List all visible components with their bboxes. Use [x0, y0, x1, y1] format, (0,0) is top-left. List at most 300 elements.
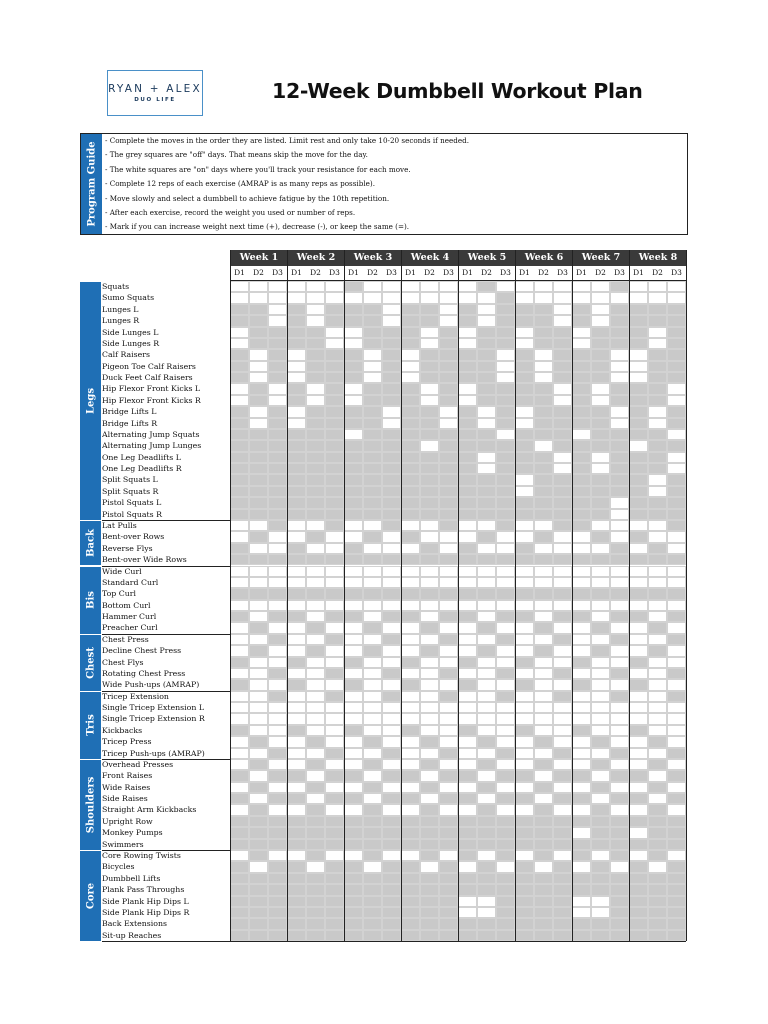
on-day-cell[interactable] [667, 531, 686, 542]
on-day-cell[interactable] [458, 634, 477, 645]
on-day-cell[interactable] [363, 702, 382, 713]
on-day-cell[interactable] [572, 668, 591, 679]
on-day-cell[interactable] [515, 531, 534, 542]
on-day-cell[interactable] [306, 304, 325, 315]
on-day-cell[interactable] [591, 611, 610, 622]
on-day-cell[interactable] [325, 713, 344, 724]
on-day-cell[interactable] [458, 861, 477, 872]
on-day-cell[interactable] [553, 304, 572, 315]
on-day-cell[interactable] [230, 577, 249, 588]
on-day-cell[interactable] [553, 645, 572, 656]
on-day-cell[interactable] [268, 850, 287, 861]
on-day-cell[interactable] [477, 418, 496, 429]
on-day-cell[interactable] [534, 543, 553, 554]
on-day-cell[interactable] [534, 372, 553, 383]
on-day-cell[interactable] [496, 531, 515, 542]
on-day-cell[interactable] [306, 600, 325, 611]
on-day-cell[interactable] [515, 634, 534, 645]
on-day-cell[interactable] [420, 725, 439, 736]
on-day-cell[interactable] [629, 782, 648, 793]
on-day-cell[interactable] [648, 327, 667, 338]
on-day-cell[interactable] [287, 850, 306, 861]
on-day-cell[interactable] [382, 702, 401, 713]
on-day-cell[interactable] [458, 395, 477, 406]
on-day-cell[interactable] [496, 782, 515, 793]
on-day-cell[interactable] [477, 850, 496, 861]
on-day-cell[interactable] [629, 850, 648, 861]
on-day-cell[interactable] [420, 281, 439, 292]
on-day-cell[interactable] [515, 702, 534, 713]
on-day-cell[interactable] [249, 793, 268, 804]
on-day-cell[interactable] [344, 850, 363, 861]
on-day-cell[interactable] [534, 634, 553, 645]
on-day-cell[interactable] [515, 577, 534, 588]
on-day-cell[interactable] [458, 531, 477, 542]
on-day-cell[interactable] [591, 577, 610, 588]
on-day-cell[interactable] [287, 804, 306, 815]
on-day-cell[interactable] [230, 327, 249, 338]
on-day-cell[interactable] [553, 782, 572, 793]
on-day-cell[interactable] [477, 907, 496, 918]
on-day-cell[interactable] [401, 600, 420, 611]
on-day-cell[interactable] [382, 600, 401, 611]
on-day-cell[interactable] [401, 281, 420, 292]
on-day-cell[interactable] [268, 713, 287, 724]
on-day-cell[interactable] [401, 691, 420, 702]
on-day-cell[interactable] [553, 600, 572, 611]
on-day-cell[interactable] [230, 622, 249, 633]
on-day-cell[interactable] [496, 566, 515, 577]
on-day-cell[interactable] [496, 429, 515, 440]
on-day-cell[interactable] [648, 634, 667, 645]
on-day-cell[interactable] [439, 577, 458, 588]
on-day-cell[interactable] [591, 304, 610, 315]
on-day-cell[interactable] [249, 281, 268, 292]
on-day-cell[interactable] [458, 896, 477, 907]
on-day-cell[interactable] [325, 702, 344, 713]
on-day-cell[interactable] [249, 668, 268, 679]
on-day-cell[interactable] [572, 804, 591, 815]
on-day-cell[interactable] [648, 600, 667, 611]
on-day-cell[interactable] [420, 668, 439, 679]
on-day-cell[interactable] [382, 713, 401, 724]
on-day-cell[interactable] [306, 679, 325, 690]
on-day-cell[interactable] [534, 440, 553, 451]
on-day-cell[interactable] [534, 691, 553, 702]
on-day-cell[interactable] [553, 622, 572, 633]
on-day-cell[interactable] [363, 611, 382, 622]
on-day-cell[interactable] [477, 634, 496, 645]
on-day-cell[interactable] [610, 861, 629, 872]
on-day-cell[interactable] [382, 645, 401, 656]
on-day-cell[interactable] [458, 736, 477, 747]
on-day-cell[interactable] [439, 713, 458, 724]
on-day-cell[interactable] [344, 577, 363, 588]
on-day-cell[interactable] [249, 361, 268, 372]
on-day-cell[interactable] [667, 702, 686, 713]
on-day-cell[interactable] [249, 520, 268, 531]
on-day-cell[interactable] [553, 850, 572, 861]
on-day-cell[interactable] [648, 702, 667, 713]
on-day-cell[interactable] [477, 770, 496, 781]
on-day-cell[interactable] [306, 702, 325, 713]
on-day-cell[interactable] [325, 327, 344, 338]
on-day-cell[interactable] [363, 770, 382, 781]
on-day-cell[interactable] [610, 759, 629, 770]
on-day-cell[interactable] [420, 702, 439, 713]
on-day-cell[interactable] [572, 327, 591, 338]
on-day-cell[interactable] [515, 759, 534, 770]
on-day-cell[interactable] [477, 713, 496, 724]
on-day-cell[interactable] [401, 702, 420, 713]
on-day-cell[interactable] [382, 315, 401, 326]
on-day-cell[interactable] [420, 395, 439, 406]
on-day-cell[interactable] [249, 691, 268, 702]
on-day-cell[interactable] [477, 793, 496, 804]
on-day-cell[interactable] [648, 793, 667, 804]
on-day-cell[interactable] [572, 292, 591, 303]
on-day-cell[interactable] [515, 691, 534, 702]
on-day-cell[interactable] [458, 713, 477, 724]
on-day-cell[interactable] [439, 702, 458, 713]
on-day-cell[interactable] [553, 452, 572, 463]
on-day-cell[interactable] [572, 713, 591, 724]
on-day-cell[interactable] [287, 372, 306, 383]
on-day-cell[interactable] [667, 759, 686, 770]
on-day-cell[interactable] [363, 361, 382, 372]
on-day-cell[interactable] [268, 304, 287, 315]
on-day-cell[interactable] [534, 725, 553, 736]
on-day-cell[interactable] [610, 406, 629, 417]
on-day-cell[interactable] [534, 611, 553, 622]
on-day-cell[interactable] [363, 281, 382, 292]
on-day-cell[interactable] [439, 804, 458, 815]
on-day-cell[interactable] [230, 804, 249, 815]
on-day-cell[interactable] [591, 896, 610, 907]
on-day-cell[interactable] [382, 622, 401, 633]
on-day-cell[interactable] [496, 577, 515, 588]
on-day-cell[interactable] [553, 577, 572, 588]
on-day-cell[interactable] [344, 782, 363, 793]
on-day-cell[interactable] [230, 645, 249, 656]
on-day-cell[interactable] [458, 645, 477, 656]
on-day-cell[interactable] [401, 520, 420, 531]
on-day-cell[interactable] [382, 577, 401, 588]
on-day-cell[interactable] [477, 304, 496, 315]
on-day-cell[interactable] [515, 281, 534, 292]
on-day-cell[interactable] [458, 748, 477, 759]
on-day-cell[interactable] [268, 383, 287, 394]
on-day-cell[interactable] [382, 850, 401, 861]
on-day-cell[interactable] [287, 702, 306, 713]
on-day-cell[interactable] [344, 736, 363, 747]
on-day-cell[interactable] [667, 281, 686, 292]
on-day-cell[interactable] [534, 349, 553, 360]
on-day-cell[interactable] [401, 622, 420, 633]
on-day-cell[interactable] [629, 520, 648, 531]
on-day-cell[interactable] [610, 497, 629, 508]
on-day-cell[interactable] [629, 622, 648, 633]
on-day-cell[interactable] [382, 292, 401, 303]
on-day-cell[interactable] [268, 315, 287, 326]
on-day-cell[interactable] [287, 418, 306, 429]
on-day-cell[interactable] [648, 770, 667, 781]
on-day-cell[interactable] [439, 315, 458, 326]
on-day-cell[interactable] [344, 668, 363, 679]
on-day-cell[interactable] [458, 622, 477, 633]
on-day-cell[interactable] [648, 748, 667, 759]
on-day-cell[interactable] [249, 713, 268, 724]
on-day-cell[interactable] [268, 725, 287, 736]
on-day-cell[interactable] [667, 543, 686, 554]
on-day-cell[interactable] [287, 349, 306, 360]
on-day-cell[interactable] [325, 725, 344, 736]
on-day-cell[interactable] [344, 520, 363, 531]
on-day-cell[interactable] [458, 702, 477, 713]
on-day-cell[interactable] [401, 736, 420, 747]
on-day-cell[interactable] [363, 577, 382, 588]
on-day-cell[interactable] [572, 782, 591, 793]
on-day-cell[interactable] [420, 577, 439, 588]
on-day-cell[interactable] [268, 657, 287, 668]
on-day-cell[interactable] [648, 577, 667, 588]
on-day-cell[interactable] [648, 531, 667, 542]
on-day-cell[interactable] [572, 531, 591, 542]
on-day-cell[interactable] [325, 759, 344, 770]
on-day-cell[interactable] [477, 679, 496, 690]
on-day-cell[interactable] [477, 748, 496, 759]
on-day-cell[interactable] [534, 713, 553, 724]
on-day-cell[interactable] [534, 600, 553, 611]
on-day-cell[interactable] [591, 463, 610, 474]
on-day-cell[interactable] [249, 748, 268, 759]
on-day-cell[interactable] [553, 657, 572, 668]
on-day-cell[interactable] [553, 804, 572, 815]
on-day-cell[interactable] [648, 418, 667, 429]
on-day-cell[interactable] [591, 668, 610, 679]
on-day-cell[interactable] [648, 668, 667, 679]
on-day-cell[interactable] [572, 827, 591, 838]
on-day-cell[interactable] [249, 611, 268, 622]
on-day-cell[interactable] [249, 406, 268, 417]
on-day-cell[interactable] [553, 531, 572, 542]
on-day-cell[interactable] [401, 577, 420, 588]
on-day-cell[interactable] [610, 349, 629, 360]
on-day-cell[interactable] [268, 645, 287, 656]
on-day-cell[interactable] [553, 315, 572, 326]
on-day-cell[interactable] [287, 281, 306, 292]
on-day-cell[interactable] [534, 702, 553, 713]
on-day-cell[interactable] [420, 531, 439, 542]
on-day-cell[interactable] [287, 577, 306, 588]
on-day-cell[interactable] [420, 657, 439, 668]
on-day-cell[interactable] [363, 634, 382, 645]
on-day-cell[interactable] [515, 474, 534, 485]
on-day-cell[interactable] [287, 634, 306, 645]
on-day-cell[interactable] [439, 531, 458, 542]
on-day-cell[interactable] [629, 361, 648, 372]
on-day-cell[interactable] [344, 566, 363, 577]
on-day-cell[interactable] [553, 463, 572, 474]
on-day-cell[interactable] [268, 759, 287, 770]
on-day-cell[interactable] [306, 748, 325, 759]
on-day-cell[interactable] [629, 634, 648, 645]
on-day-cell[interactable] [648, 713, 667, 724]
on-day-cell[interactable] [344, 292, 363, 303]
on-day-cell[interactable] [572, 338, 591, 349]
on-day-cell[interactable] [553, 702, 572, 713]
on-day-cell[interactable] [458, 759, 477, 770]
on-day-cell[interactable] [572, 566, 591, 577]
on-day-cell[interactable] [401, 804, 420, 815]
on-day-cell[interactable] [477, 896, 496, 907]
on-day-cell[interactable] [534, 770, 553, 781]
on-day-cell[interactable] [591, 657, 610, 668]
on-day-cell[interactable] [515, 668, 534, 679]
on-day-cell[interactable] [610, 520, 629, 531]
on-day-cell[interactable] [268, 566, 287, 577]
on-day-cell[interactable] [363, 725, 382, 736]
on-day-cell[interactable] [667, 622, 686, 633]
on-day-cell[interactable] [268, 622, 287, 633]
on-day-cell[interactable] [363, 691, 382, 702]
on-day-cell[interactable] [363, 793, 382, 804]
on-day-cell[interactable] [591, 713, 610, 724]
on-day-cell[interactable] [363, 566, 382, 577]
on-day-cell[interactable] [230, 748, 249, 759]
on-day-cell[interactable] [477, 657, 496, 668]
on-day-cell[interactable] [648, 679, 667, 690]
on-day-cell[interactable] [268, 543, 287, 554]
on-day-cell[interactable] [477, 725, 496, 736]
on-day-cell[interactable] [382, 543, 401, 554]
on-day-cell[interactable] [306, 861, 325, 872]
on-day-cell[interactable] [325, 622, 344, 633]
on-day-cell[interactable] [496, 657, 515, 668]
on-day-cell[interactable] [439, 418, 458, 429]
on-day-cell[interactable] [287, 361, 306, 372]
on-day-cell[interactable] [572, 543, 591, 554]
on-day-cell[interactable] [667, 577, 686, 588]
on-day-cell[interactable] [420, 634, 439, 645]
on-day-cell[interactable] [458, 804, 477, 815]
on-day-cell[interactable] [534, 520, 553, 531]
on-day-cell[interactable] [572, 429, 591, 440]
on-day-cell[interactable] [477, 566, 496, 577]
on-day-cell[interactable] [363, 520, 382, 531]
on-day-cell[interactable] [306, 634, 325, 645]
on-day-cell[interactable] [515, 600, 534, 611]
on-day-cell[interactable] [610, 725, 629, 736]
on-day-cell[interactable] [287, 566, 306, 577]
on-day-cell[interactable] [420, 600, 439, 611]
on-day-cell[interactable] [344, 338, 363, 349]
on-day-cell[interactable] [477, 691, 496, 702]
on-day-cell[interactable] [439, 725, 458, 736]
on-day-cell[interactable] [458, 577, 477, 588]
on-day-cell[interactable] [572, 577, 591, 588]
on-day-cell[interactable] [268, 600, 287, 611]
on-day-cell[interactable] [306, 691, 325, 702]
on-day-cell[interactable] [344, 622, 363, 633]
on-day-cell[interactable] [306, 395, 325, 406]
on-day-cell[interactable] [648, 566, 667, 577]
on-day-cell[interactable] [515, 406, 534, 417]
on-day-cell[interactable] [344, 634, 363, 645]
on-day-cell[interactable] [249, 372, 268, 383]
on-day-cell[interactable] [458, 520, 477, 531]
on-day-cell[interactable] [496, 861, 515, 872]
on-day-cell[interactable] [648, 691, 667, 702]
on-day-cell[interactable] [420, 338, 439, 349]
on-day-cell[interactable] [268, 292, 287, 303]
on-day-cell[interactable] [287, 782, 306, 793]
on-day-cell[interactable] [401, 713, 420, 724]
on-day-cell[interactable] [667, 452, 686, 463]
on-day-cell[interactable] [249, 577, 268, 588]
on-day-cell[interactable] [553, 679, 572, 690]
on-day-cell[interactable] [477, 406, 496, 417]
on-day-cell[interactable] [477, 463, 496, 474]
on-day-cell[interactable] [325, 292, 344, 303]
on-day-cell[interactable] [458, 691, 477, 702]
on-day-cell[interactable] [591, 850, 610, 861]
on-day-cell[interactable] [325, 679, 344, 690]
on-day-cell[interactable] [477, 600, 496, 611]
on-day-cell[interactable] [648, 486, 667, 497]
on-day-cell[interactable] [572, 622, 591, 633]
on-day-cell[interactable] [230, 736, 249, 747]
on-day-cell[interactable] [515, 520, 534, 531]
on-day-cell[interactable] [610, 372, 629, 383]
on-day-cell[interactable] [629, 372, 648, 383]
on-day-cell[interactable] [629, 748, 648, 759]
on-day-cell[interactable] [382, 304, 401, 315]
on-day-cell[interactable] [591, 748, 610, 759]
on-day-cell[interactable] [477, 520, 496, 531]
on-day-cell[interactable] [515, 327, 534, 338]
on-day-cell[interactable] [477, 452, 496, 463]
on-day-cell[interactable] [667, 725, 686, 736]
on-day-cell[interactable] [667, 679, 686, 690]
on-day-cell[interactable] [667, 566, 686, 577]
on-day-cell[interactable] [287, 691, 306, 702]
on-day-cell[interactable] [515, 622, 534, 633]
on-day-cell[interactable] [610, 657, 629, 668]
on-day-cell[interactable] [610, 509, 629, 520]
on-day-cell[interactable] [382, 406, 401, 417]
on-day-cell[interactable] [591, 600, 610, 611]
on-day-cell[interactable] [534, 679, 553, 690]
on-day-cell[interactable] [268, 804, 287, 815]
on-day-cell[interactable] [401, 566, 420, 577]
on-day-cell[interactable] [382, 736, 401, 747]
on-day-cell[interactable] [534, 861, 553, 872]
on-day-cell[interactable] [401, 372, 420, 383]
on-day-cell[interactable] [382, 281, 401, 292]
on-day-cell[interactable] [249, 349, 268, 360]
on-day-cell[interactable] [401, 543, 420, 554]
on-day-cell[interactable] [325, 600, 344, 611]
on-day-cell[interactable] [572, 736, 591, 747]
on-day-cell[interactable] [610, 804, 629, 815]
on-day-cell[interactable] [667, 383, 686, 394]
on-day-cell[interactable] [268, 281, 287, 292]
on-day-cell[interactable] [325, 566, 344, 577]
on-day-cell[interactable] [344, 804, 363, 815]
on-day-cell[interactable] [363, 372, 382, 383]
on-day-cell[interactable] [249, 634, 268, 645]
